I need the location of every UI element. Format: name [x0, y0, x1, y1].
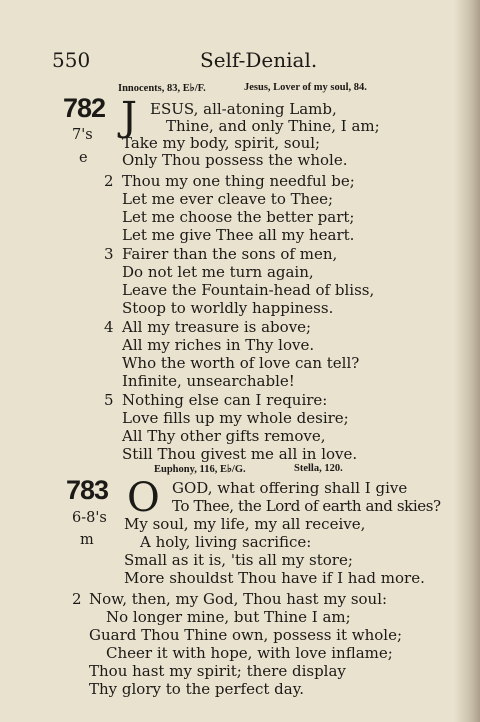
hymn-line: Now, then, my God, Thou hast my soul:: [89, 590, 388, 608]
hymn-number: 783: [66, 475, 109, 505]
hymn-line: Thy glory to the perfect day.: [89, 680, 304, 698]
hymn-line: Thou my one thing needful be;: [122, 172, 355, 190]
hymn-line: Take my body, spirit, soul;: [122, 134, 321, 152]
hymn-line: Let me choose the better part;: [122, 208, 355, 226]
hymn-line: Still Thou givest me all in love.: [122, 445, 358, 463]
hymn-line: To Thee, the Lord of earth and skies?: [172, 497, 441, 515]
hymn-key: m: [80, 532, 94, 548]
hymn-line: Cheer it with hope, with love inflame;: [106, 644, 393, 662]
hymn-meter: 7's: [72, 127, 93, 143]
drop-cap: O: [127, 475, 160, 521]
page-title: Self-Denial.: [200, 48, 318, 72]
hymn-line: Small as it is, 'tis all my store;: [124, 551, 353, 569]
hymn-line: My soul, my life, my all receive,: [124, 515, 366, 533]
verse-number: 3: [104, 245, 114, 263]
hymn-line: All Thy other gifts remove,: [122, 427, 326, 445]
hymn-meter: 6-8's: [72, 510, 107, 526]
page-number: 550: [52, 48, 91, 72]
tune-reference: Euphony, 116, E♭/G.: [154, 464, 246, 475]
hymn-line: All my riches in Thy love.: [122, 336, 315, 354]
hymn-line: More shouldst Thou have if I had more.: [124, 569, 425, 587]
hymn-line: Do not let me turn again,: [122, 263, 314, 281]
hymn-line: Fairer than the sons of men,: [122, 245, 338, 263]
tune-reference: Jesus, Lover of my soul, 84.: [244, 82, 367, 93]
hymn-line: GOD, what offering shall I give: [172, 479, 408, 497]
hymn-line: Who the worth of love can tell?: [122, 354, 360, 372]
tune-reference: Stella, 120.: [294, 463, 343, 474]
hymn-line: No longer mine, but Thine I am;: [106, 608, 351, 626]
hymn-line: Infinite, unsearchable!: [122, 372, 295, 390]
hymn-line: A holy, living sacrifice:: [140, 533, 312, 551]
hymn-line: Let me ever cleave to Thee;: [122, 190, 334, 208]
verse-number: 4: [104, 318, 114, 336]
hymn-line: ESUS, all-atoning Lamb,: [150, 100, 337, 118]
hymn-line: Let me give Thee all my heart.: [122, 226, 355, 244]
hymn-line: Only Thou possess the whole.: [122, 151, 348, 169]
verse-number: 2: [104, 172, 114, 190]
page-edge-shadow: [454, 0, 480, 722]
hymn-line: Thou hast my spirit; there display: [89, 662, 346, 680]
hymn-line: Guard Thou Thine own, possess it whole;: [89, 626, 403, 644]
verse-number: 5: [104, 391, 114, 409]
hymn-line: Love fills up my whole desire;: [122, 409, 349, 427]
hymn-line: Thine, and only Thine, I am;: [166, 117, 380, 135]
tune-reference: Innocents, 83, E♭/F.: [118, 83, 206, 94]
hymn-line: Leave the Fountain-head of bliss,: [122, 281, 375, 299]
hymn-line: All my treasure is above;: [122, 318, 312, 336]
hymn-key: e: [79, 150, 88, 166]
hymn-line: Nothing else can I require:: [122, 391, 328, 409]
hymn-number: 782: [63, 93, 106, 123]
drop-cap: J: [121, 94, 138, 140]
hymn-line: Stoop to worldly happiness.: [122, 299, 334, 317]
verse-number: 2: [72, 590, 82, 608]
